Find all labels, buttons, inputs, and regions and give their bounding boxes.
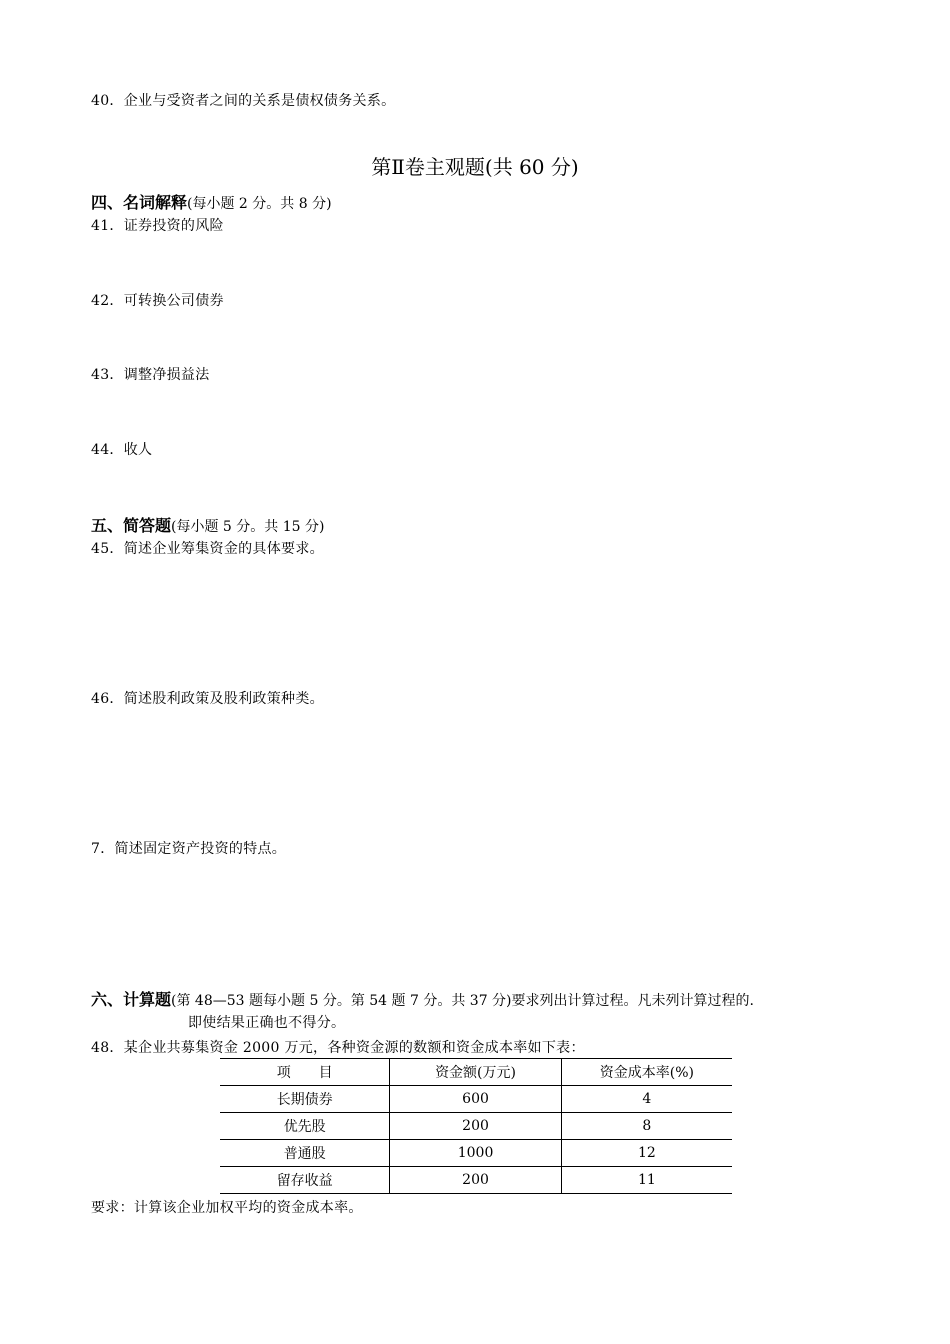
section-5-title: 五、简答题: [91, 516, 172, 535]
table-cell: 优先股: [220, 1113, 390, 1140]
table-cell: 1000: [390, 1140, 561, 1167]
table-cell: 长期债券: [220, 1086, 390, 1113]
table-cell: 200: [390, 1113, 561, 1140]
section-6-note-continued: 即使结果正确也不得分。: [188, 1015, 346, 1031]
question-44: 44．收人: [91, 442, 153, 458]
section-6-heading: [91, 987, 754, 1010]
table-cell: 12: [561, 1140, 732, 1167]
question-42: 42．可转换公司债券: [91, 293, 224, 309]
section-5-note: (每小题 5 分。共 15 分): [171, 519, 325, 535]
section-5-heading: [91, 513, 324, 536]
part-2-title: 第Ⅱ卷主观题(共 60 分): [371, 155, 579, 179]
section-4-title: 四、名词解释: [91, 193, 188, 212]
question-46: 46．简述股利政策及股利政策种类。: [91, 691, 324, 707]
question-43: 43．调整净损益法: [91, 367, 210, 383]
table-row: [220, 1113, 732, 1140]
question-41: 41．证券投资的风险: [91, 218, 224, 234]
table-header-row: [220, 1059, 732, 1086]
table-row: [220, 1167, 732, 1194]
section-6-title: 六、计算题: [91, 990, 172, 1009]
capital-cost-table: [220, 1058, 732, 1194]
table-cell: 普通股: [220, 1140, 390, 1167]
question-40: 40．企业与受资者之间的关系是债权债务关系。: [91, 93, 396, 109]
requirement-text: 要求：计算该企业加权平均的资金成本率。: [91, 1200, 363, 1216]
table-header-item: 项 目: [220, 1059, 390, 1086]
question-45: 45．简述企业筹集资金的具体要求。: [91, 541, 324, 557]
section-6-note: (第 48—53 题每小题 5 分。第 54 题 7 分。共 37 分)要求列出计算过程。凡未列计算过程的.: [171, 993, 754, 1009]
question-47: 7．简述固定资产投资的特点。: [91, 841, 287, 857]
table-cell: 8: [561, 1113, 732, 1140]
table-row: [220, 1140, 732, 1167]
table-cell: 11: [561, 1167, 732, 1194]
question-48: 48．某企业共募集资金 2000 万元，各种资金源的数额和资金成本率如下表：: [91, 1040, 585, 1056]
section-4-heading: [91, 190, 332, 213]
table-cell: 600: [390, 1086, 561, 1113]
table-header-amount: 资金额(万元): [390, 1059, 561, 1086]
table-row: [220, 1086, 732, 1113]
section-4-note: (每小题 2 分。共 8 分): [187, 196, 332, 212]
table-cell: 留存收益: [220, 1167, 390, 1194]
table-cell: 4: [561, 1086, 732, 1113]
table-header-rate: 资金成本率(%): [561, 1059, 732, 1086]
table-cell: 200: [390, 1167, 561, 1194]
